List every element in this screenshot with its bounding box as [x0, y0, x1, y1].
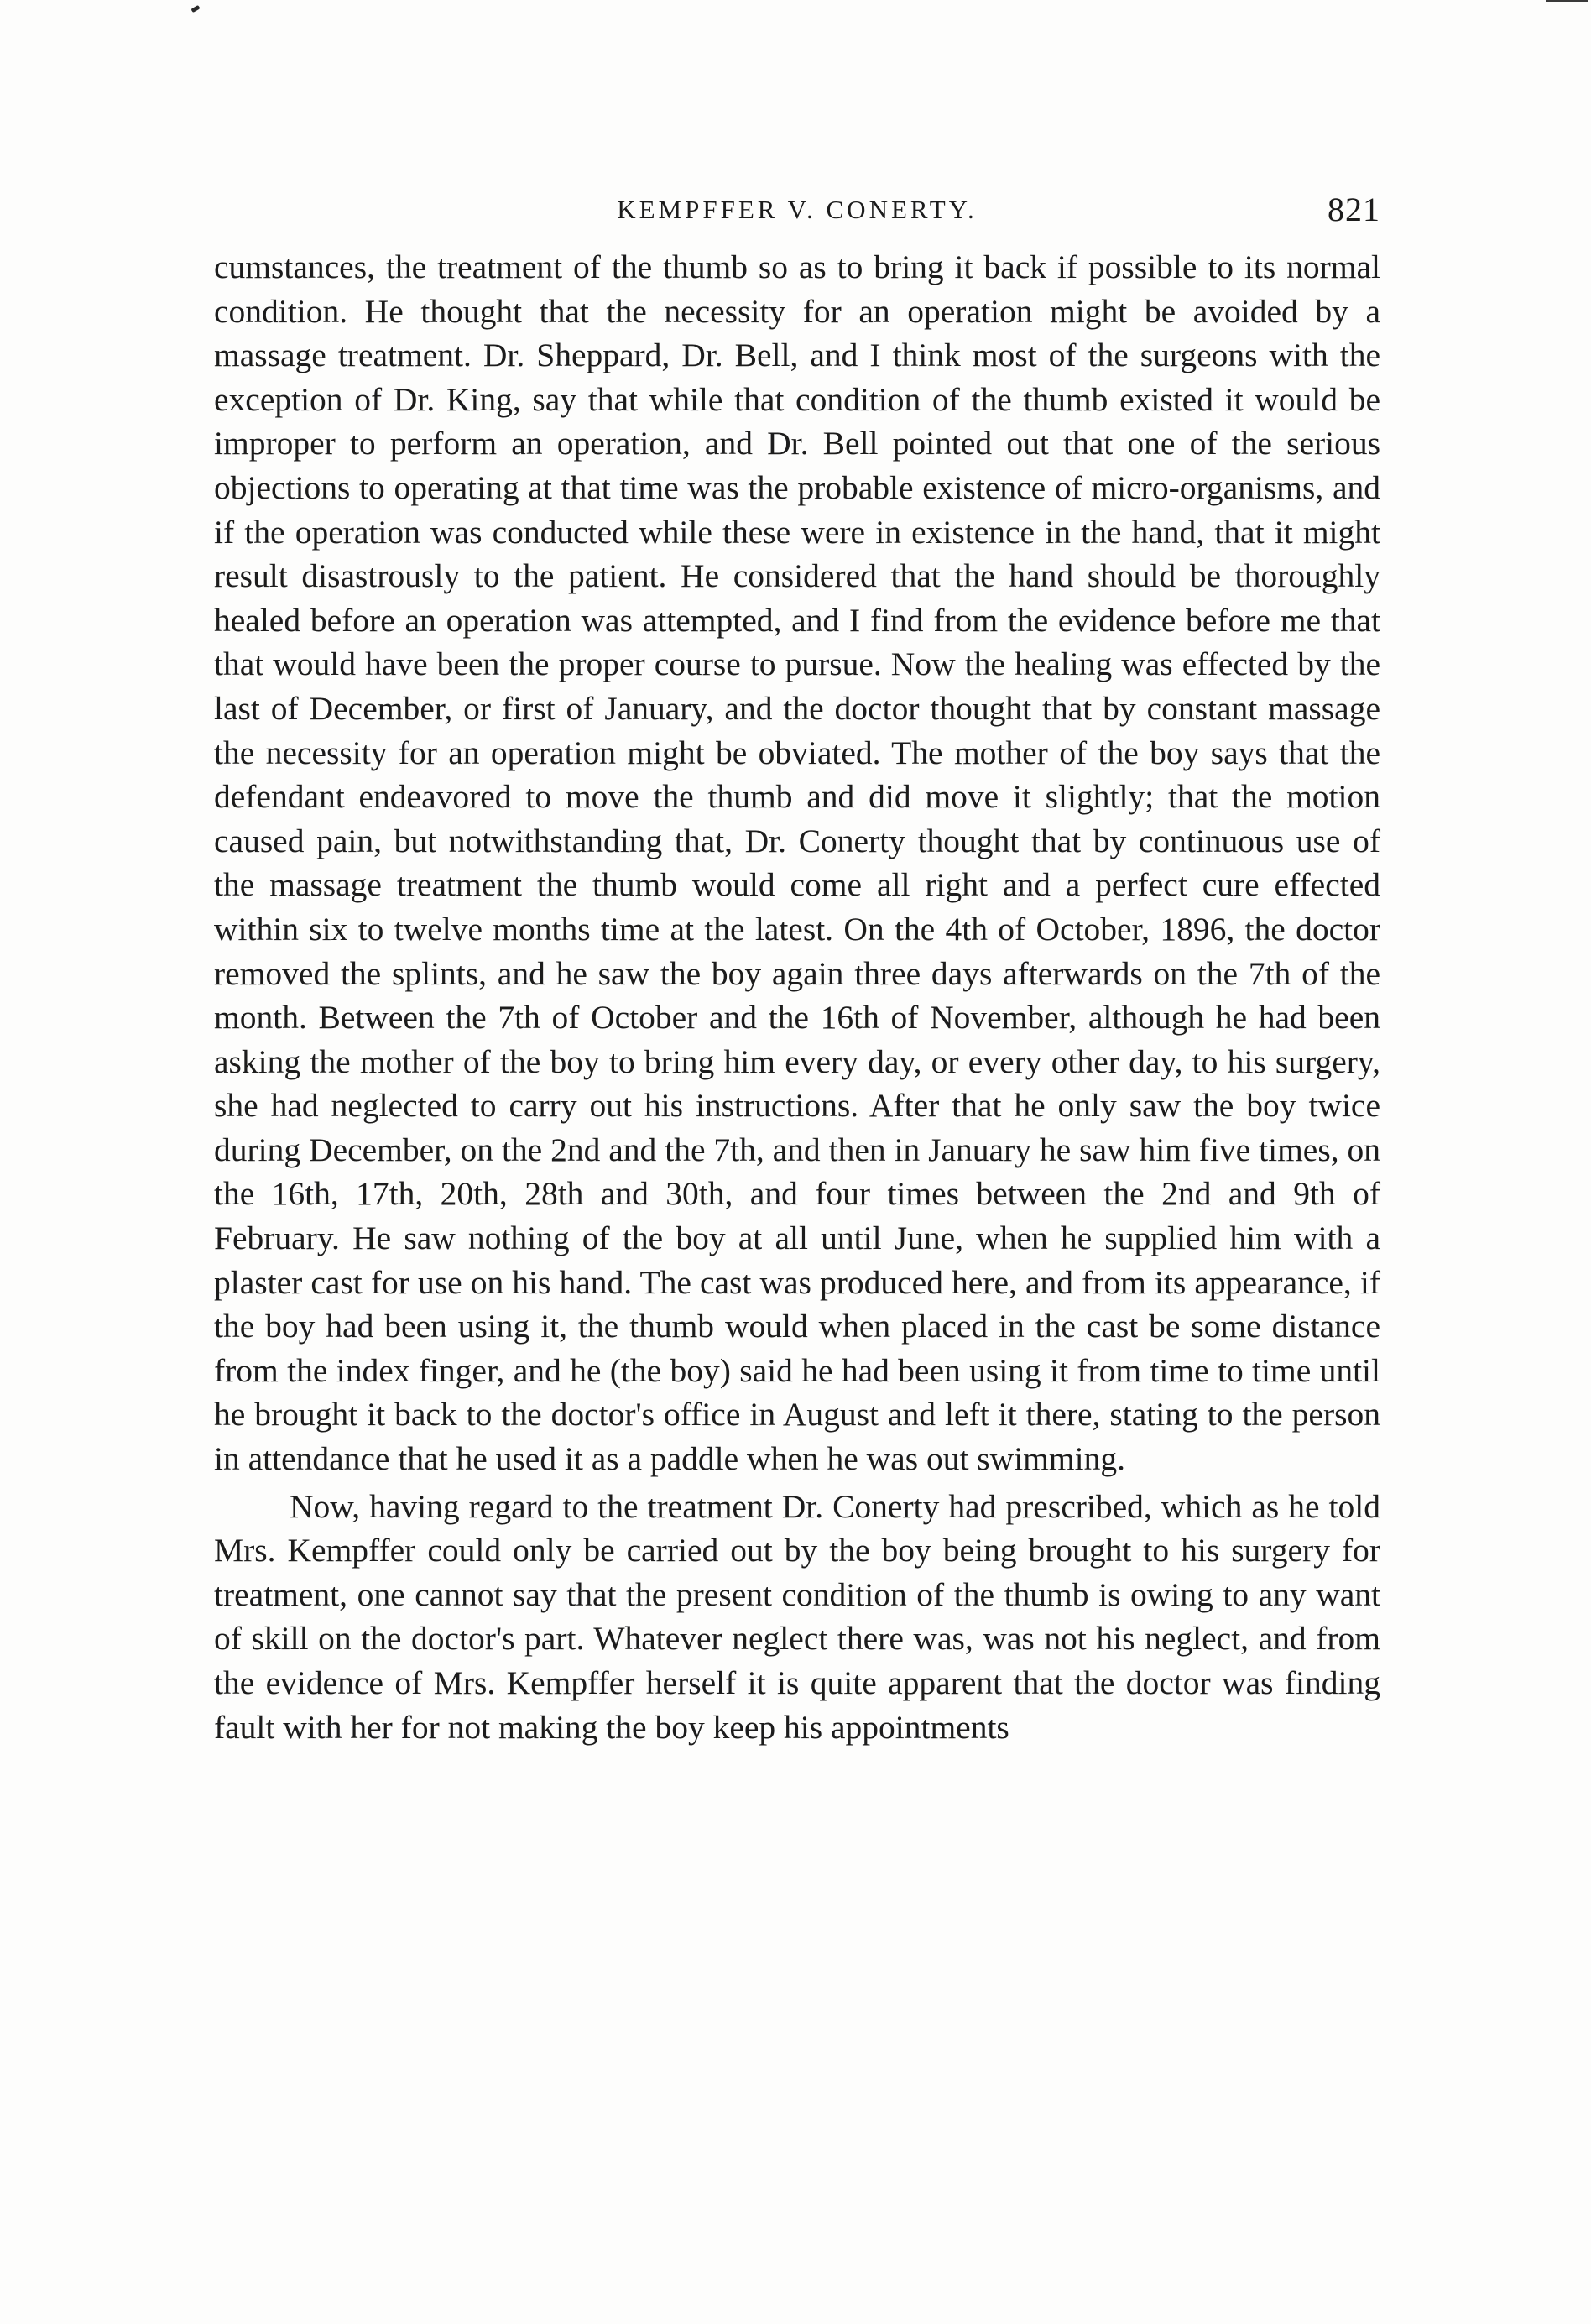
running-title: KEMPFFER V. CONERTY.: [617, 195, 978, 224]
paragraph-continued: cumstances, the treatment of the thumb so as to bring it back if possible to its normal condition. He thought that the necessity for an operation might be avoided by a massage treatment. Dr. Sheppard, Dr. Bell, and I think most of the surgeons with the exception of Dr. King, say that while that condition of the thumb existed it would be improper to perform an operation, and Dr. Bell pointed out that one of the serious objections to operating at that time was the probable existence of micro-organisms, and if the operation was conducted while these were in existence in the hand, that it might result disastrously to the patient. He considered that the hand should be thoroughly healed before an operation was attempted, and I find from the evidence before me that that would have been the proper course to pursue. Now the healing was effected by the last of December, or first of January, and the doctor thought that by constant massage the necessity for an operation might be obviated. The mother of the boy says that the defendant endeavored to move the thumb and did move it slightly; that the motion caused pain, but notwithstanding that, Dr. Conerty thought that by continuous use of the massage treatment the thumb would come all right and a perfect cure effected within six to twelve months time at the latest. On the 4th of October, 1896, the doctor removed the splints, and he saw the boy again three days afterwards on the 7th of the month. Between the 7th of October and the 16th of November, although he had been asking the mother of the boy to bring him every day, or every other day, to his surgery, she had neglected to carry out his instructions. After that he only saw the boy twice during December, on the 2nd and the 7th, and then in January he saw him five times, on the 16th, 17th, 20th, 28th and 30th, and four times between the 2nd and 9th of February. He saw nothing of the boy at all until June, when he supplied him with a plaster cast for use on his hand. The cast was produced here, and from its appearance, if the boy had been using it, the thumb would when placed in the cast be some distance from the index finger, and he (the boy) said he had been using it from time to time until he brought it back to the doctor's office in August and left it there, stating to the person in attendance that he used it as a paddle when he was out swimming.: [214, 248, 1380, 1478]
stray-ink-mark: [190, 5, 200, 13]
running-head: [214, 191, 1380, 237]
page-number: 821: [1328, 191, 1380, 228]
paragraph-now-having-regard: Now, having regard to the treatment Dr. Conerty had prescribed, which as he told Mrs. Kempffer could only be carried out by the boy being brought to his surgery for treatment, one cannot say that the present condition of the thumb is owing to any want of skill on the doctor's part. Whatever neglect there was, was not his neglect, and from the evidence of Mrs. Kempffer herself it is quite apparent that the doctor was finding fault with her for not making the boy keep his appointments: [214, 1487, 1380, 1746]
page-edge-rule: [1546, 0, 1588, 2]
body-text: [214, 245, 1380, 1749]
